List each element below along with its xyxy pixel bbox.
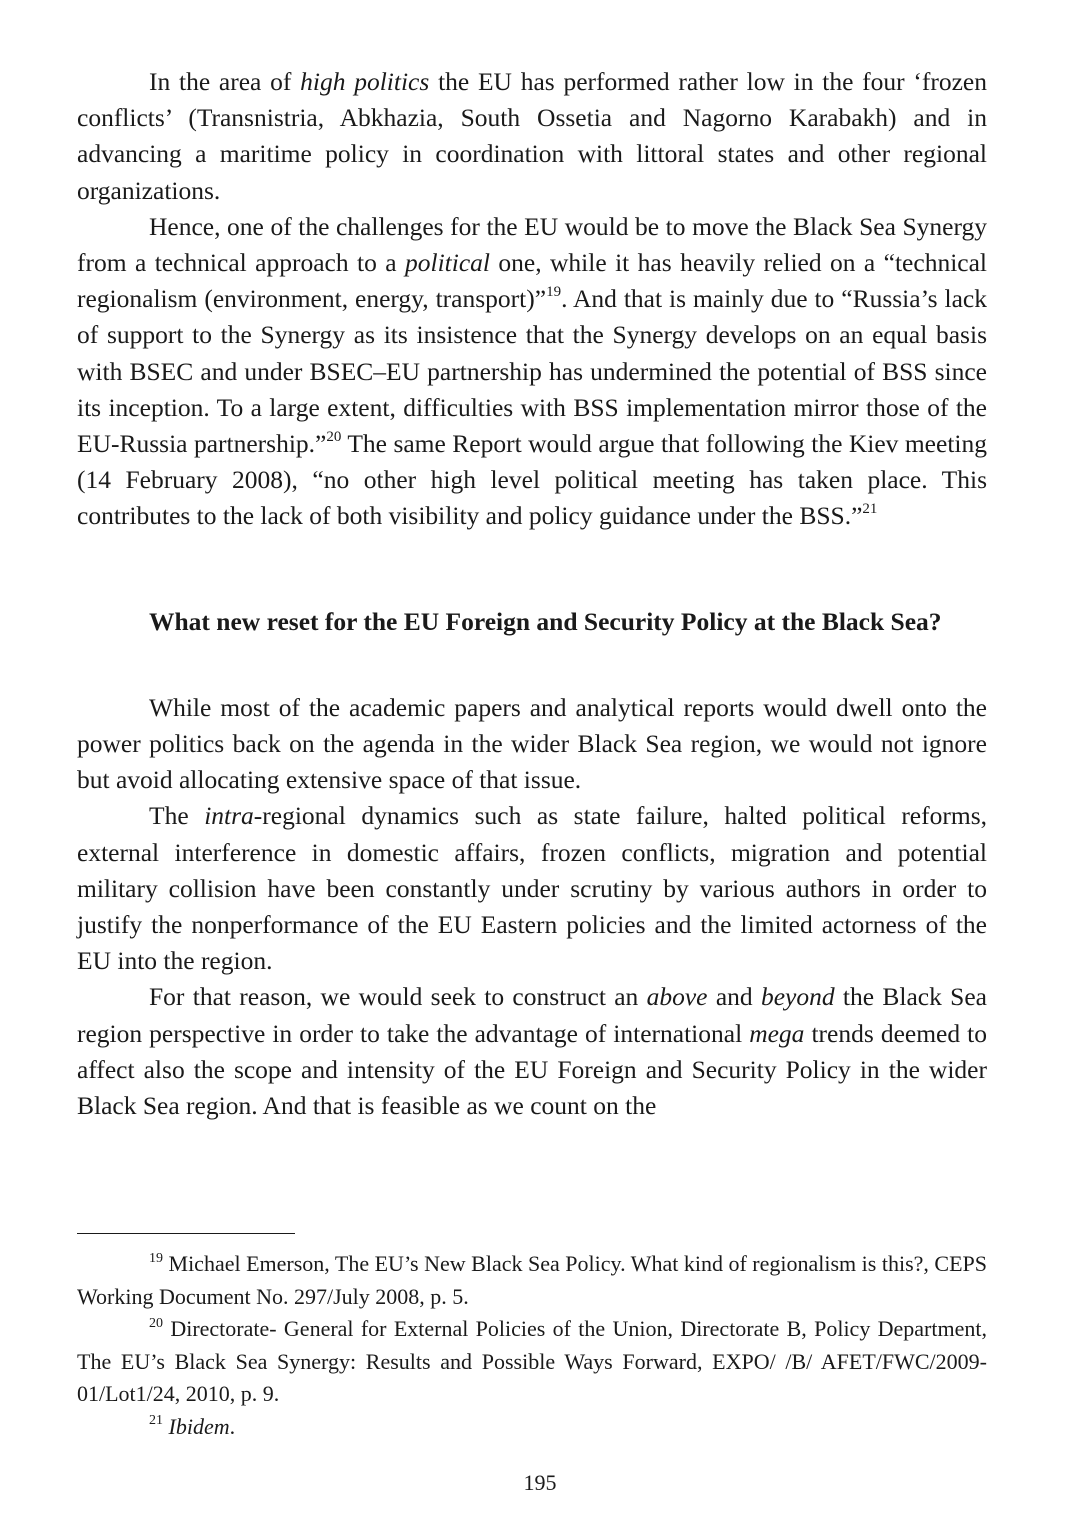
paragraph-power-politics: While most of the academic papers and analytical reports would dwell onto the power politics back on the agenda in the wider Black Sea region, we would not ignore but avoid allocating extensive space of that issue.: [77, 692, 987, 795]
page-number: 195: [523, 1470, 557, 1495]
paragraph-intra-regional: The intra-regional dynamics such as state failure, halted political reforms, external interference in domestic affairs, frozen conflicts, migration and potential military collision have been constantly under scrutiny by various authors in order to justify the nonperformance of the EU Eastern policies and the limited actorness of the EU into the region.: [77, 801, 987, 976]
footnote-divider: [77, 1233, 295, 1234]
footnote-ref-19[interactable]: 19: [546, 283, 562, 300]
paragraph-challenges: Hence, one of the challenges for the EU would be to move the Black Sea Synergy from a technical approach to a political one, while it has heavily relied on a “technical regionalism (environment, energy, transport)”$^{19}$. And that is mainly due to “Russia’s lack of support to the Synergy as its insistence that the Synergy develops on an equal basis with BSEC and under BSEC–EU partnership has undermined the potential of BSS since its inception. To a large extent, difficulties with BSS implementation mirror those of the EU-Russia partnership.”$^{20}$ The same Report would argue that following the Kiev meeting (14 February 2008), “no other high level political meeting has taken place. This contributes to the lack of both visibility and policy guidance under the BSS.”$^{21}$: [77, 211, 987, 531]
footnote-number: 20: [149, 1315, 163, 1331]
footnote-20: $^{20}$ Directorate- General for External Policies of the Union, Directorate B, Policy Department, The EU’s Black Sea Synergy: Results and Possible Ways Forward, EXPO/ /B/ AFET/FWC/2009-01/Lot1/24, 2010, p. 9.: [77, 1315, 987, 1406]
italic-term: Ibidem: [168, 1413, 230, 1439]
footnote-21: $^{21}$ Ibidem.: [149, 1413, 236, 1439]
paragraph-above-beyond: For that reason, we would seek to construct an above and beyond the Black Sea region perspective in order to take the advantage of international mega trends deemed to affect also the scope and intensity of the EU Foreign and Security Policy in the wider Black Sea region. And that is feasible as we count on the: [77, 982, 987, 1121]
paragraph-high-politics: In the area of high politics the EU has performed rather low in the four ‘frozen conflicts’ (Transnistria, Abkhazia, South Ossetia and Nagorno Karabakh) and in advancing a maritime policy in coordination with littoral states and other regional organizations.: [77, 67, 988, 205]
italic-term: beyond: [760, 982, 835, 1012]
section-heading: What new reset for the EU Foreign and Security Policy at the Black Sea?: [149, 606, 942, 636]
italic-term: mega: [749, 1018, 805, 1048]
italic-term: high politics: [300, 67, 430, 96]
footnotes: [77, 1248, 987, 1443]
footnote-number: 21: [149, 1413, 163, 1429]
main-text: [77, 64, 987, 1124]
italic-term: above: [646, 982, 708, 1012]
footnote-ref-21[interactable]: 21: [862, 500, 878, 517]
section-body: [77, 690, 987, 1124]
italic-term: political: [405, 248, 490, 278]
italic-term: intra: [204, 801, 254, 831]
footnote-19: $^{19}$ Michael Emerson, The EU’s New Black Sea Policy. What kind of regionalism is this?, CEPS Working Document No. 297/July 2008, p. 5.: [77, 1250, 987, 1309]
footnote-number: 19: [149, 1250, 163, 1266]
footnote-ref-20[interactable]: 20: [326, 428, 342, 445]
